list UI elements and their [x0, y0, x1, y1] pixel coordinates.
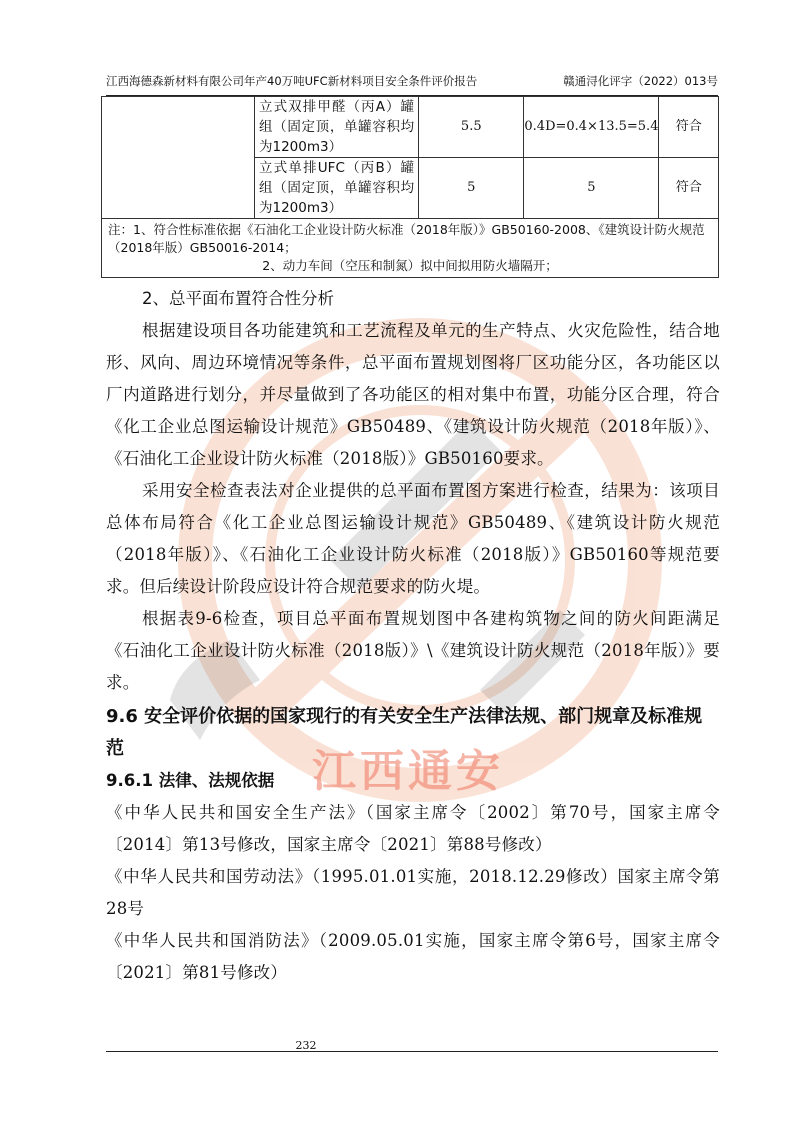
table-cell-result: 符合 [659, 97, 719, 158]
page-header [106, 70, 718, 96]
table-cell-required: 0.4D=0.4×13.5=5.4 [524, 97, 659, 158]
law-item: 《中华人民共和国消防法》（2009.05.01实施，国家主席令第6号，国家主席令〔2021〕第81号修改） [106, 931, 720, 982]
table-cell-actual: 5.5 [419, 97, 524, 158]
paragraph: 根据表9-6检查，项目总平面布置规划图中各建构筑物之间的防火间距满足《石油化工企业设计防火标准（2018版）》\《建筑设计防火规范（2018年版）》要求。 [106, 609, 720, 692]
table-note-line: 注：1、符合性标准依据《石油化工企业设计防火标准（2018年版）》GB50160-2008、《建筑设计防火规范（2018年版）GB50016-2014； [108, 222, 705, 255]
subsection-heading: 9.6.1 法律、法规依据 [106, 771, 275, 790]
table-row [102, 97, 719, 158]
table-cell-actual: 5 [419, 158, 524, 219]
section-heading: 9.6 安全评价依据的国家现行的有关安全生产法律法规、部门规章及标准规范 [106, 706, 703, 759]
watermark-stamp-label: 江西通安 [312, 746, 504, 797]
section-subheading: 2、总平面布置符合性分析 [142, 289, 334, 308]
table-cell-item: 立式单排UFC（丙B）罐组（固定顶，单罐容积均为1200m3） [254, 158, 418, 219]
table-cell-required: 5 [524, 158, 659, 219]
law-item: 《中华人民共和国劳动法》（1995.01.01实施，2018.12.29修改）国家主席令第28号 [106, 867, 720, 918]
header-report-title: 江西海德森新材料有限公司年产40万吨UFC新材料项目安全条件评价报告 [106, 74, 478, 88]
document-body [106, 283, 720, 989]
page-footer-rule [106, 1051, 718, 1052]
table-note [102, 219, 719, 278]
law-item: 《中华人民共和国安全生产法》（国家主席令〔2002〕第70号，国家主席令〔2014〕第13号修改，国家主席令〔2021〕第88号修改） [106, 803, 720, 854]
page-number: 232 [295, 1039, 317, 1052]
paragraph: 根据建设项目各功能建筑和工艺流程及单元的生产特点、火灾危险性，结合地形、风向、周边环境情况等条件，总平面布置规划图将厂区功能分区，各功能区以厂内道路进行划分，并尽量做到了各功能区的相对集中布置，功能分区合理，符合《化工企业总图运输设计规范》GB50489、《建筑设计防火规范（2018年版）》、《石油化工企业设计防火标准（2018版）》GB50160要求。 [106, 321, 720, 468]
spacing-check-table [101, 96, 719, 278]
header-report-number: 赣通浔化评字（2022）013号 [563, 74, 718, 88]
paragraph: 采用安全检查表法对企业提供的总平面布置图方案进行检查，结果为：该项目总体布局符合《化工企业总图运输设计规范》GB50489、《建筑设计防火规范（2018年版）》、《石油化工企业设计防火标准（2018版）》GB50160等规范要求。但后续设计阶段应设计符合规范要求的防火堤。 [106, 481, 720, 596]
table-cell-empty [102, 97, 255, 219]
table-note-line: 2、动力车间（空压和制氮）拟中间拟用防火墙隔开； [262, 258, 558, 273]
table-cell-item: 立式双排甲醛（丙A）罐组（固定顶，单罐容积均为1200m3） [254, 97, 418, 158]
table-cell-result: 符合 [659, 158, 719, 219]
table-row [102, 219, 719, 278]
